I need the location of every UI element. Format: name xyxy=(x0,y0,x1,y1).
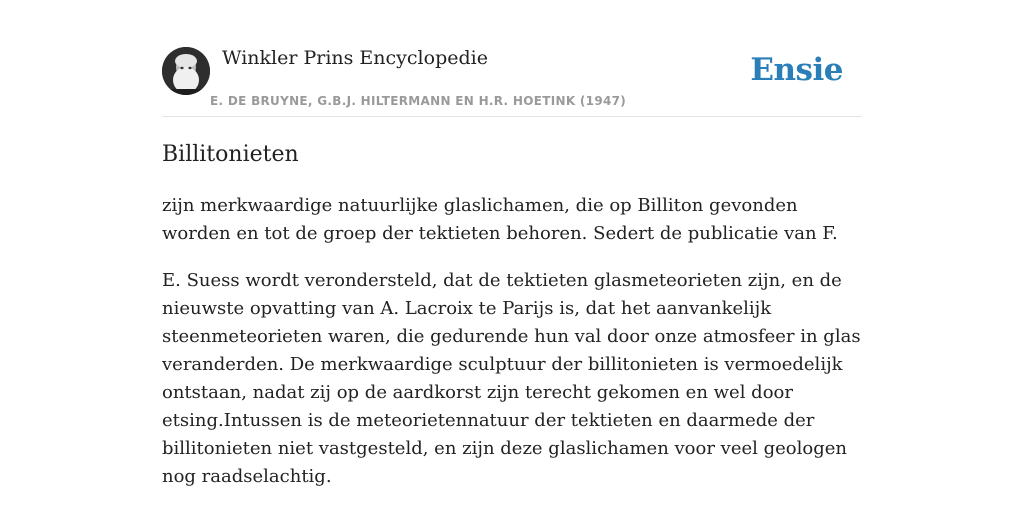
site-header xyxy=(162,45,862,117)
publication-title[interactable]: Winkler Prins Encyclopedie xyxy=(222,47,488,69)
article-paragraph: zijn merkwaardige natuurlijke glaslichamen, die op Billiton gevonden worden en tot de groep der tektieten behoren. Sedert de publicatie van F. xyxy=(162,195,838,244)
ensie-logo[interactable]: Ensie xyxy=(750,52,843,88)
article-body xyxy=(162,192,862,510)
article-title: Billitonieten xyxy=(162,142,299,167)
author-portrait-icon[interactable] xyxy=(162,47,210,95)
publication-authors: E. DE BRUYNE, G.B.J. HILTERMANN EN H.R. HOETINK (1947) xyxy=(210,94,627,108)
article-paragraph: E. Suess wordt verondersteld, dat de tektieten glasmeteorieten zijn, en de nieuwste opvatting van A. Lacroix te Parijs is, dat het aanvankelijk steenmeteorieten waren, die gedurende hun val door onze atmosfeer in glas veranderden. De merkwaardige sculptuur der billitonieten is vermoedelijk ontstaan, nadat zij op de aardkorst zijn terecht gekomen en wel door etsing.Intussen is de meteorietennatuur der tektieten en daarmede der billitonieten niet vastgesteld, en zijn deze glaslichamen voor veel geologen nog raadselachtig. xyxy=(162,270,861,487)
